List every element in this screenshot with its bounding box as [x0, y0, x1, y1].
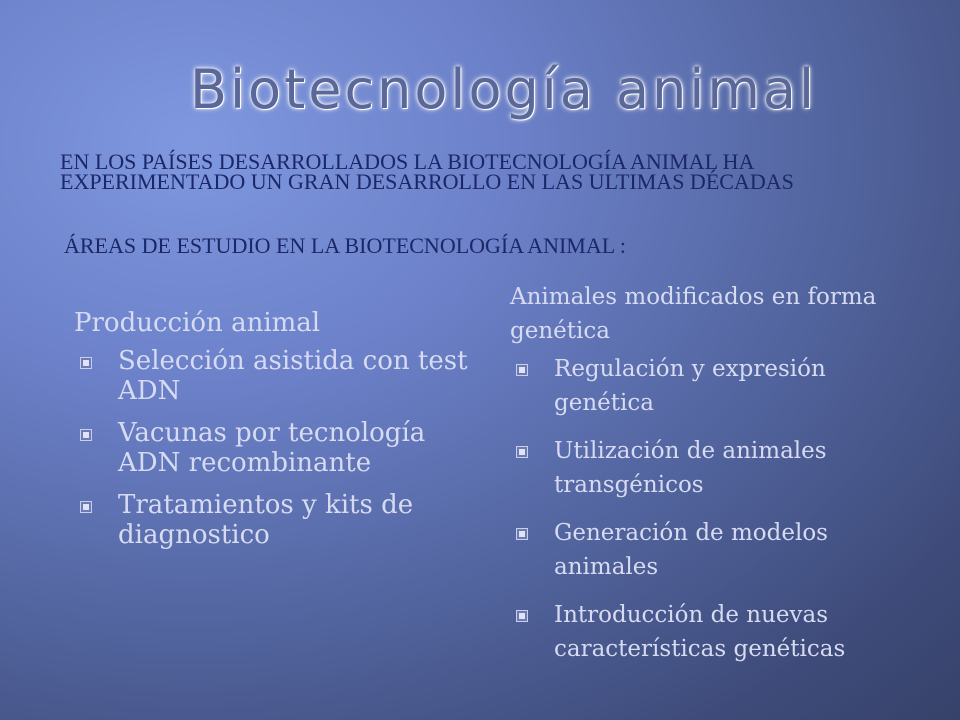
right-bullet-list: [510, 352, 930, 666]
list-item-text: Vacunas por tecnología ADN recombinante: [118, 418, 426, 478]
slide-title: Biotecnología animal: [190, 58, 818, 121]
list-item-text: Tratamientos y kits de diagnostico: [118, 490, 414, 550]
intro-text: EN LOS PAÍSES DESARROLLADOS LA BIOTECNOLOGÍA ANIMAL HA EXPERIMENTADO UN GRAN DESARROLLO EN LAS ULTIMAS DÉCADAS: [60, 149, 794, 194]
list-item: [510, 352, 930, 420]
square-bullet-icon: [516, 364, 528, 376]
left-bullet-list: [74, 346, 474, 550]
left-column: [74, 306, 474, 562]
list-item: [74, 418, 474, 478]
right-column-heading: Animales modificados en forma genética: [510, 284, 877, 344]
list-item-text: Selección asistida con test ADN: [118, 346, 468, 406]
list-item: [510, 434, 930, 502]
list-item: [510, 598, 930, 666]
square-bullet-icon: [516, 610, 528, 622]
list-item-text: Utilización de animales transgénicos: [554, 438, 827, 498]
square-bullet-icon: [80, 357, 92, 369]
square-bullet-icon: [80, 501, 92, 513]
list-item: [74, 346, 474, 406]
list-item: [74, 490, 474, 550]
right-column: [510, 280, 930, 680]
square-bullet-icon: [516, 446, 528, 458]
square-bullet-icon: [80, 429, 92, 441]
list-item: [510, 516, 930, 584]
square-bullet-icon: [516, 528, 528, 540]
left-column-heading: Producción animal: [74, 308, 321, 338]
areas-subheading: ÁREAS DE ESTUDIO EN LA BIOTECNOLOGÍA ANIMAL :: [64, 233, 626, 258]
list-item-text: Introducción de nuevas características genéticas: [554, 602, 846, 662]
list-item-text: Regulación y expresión genética: [554, 356, 826, 416]
list-item-text: Generación de modelos animales: [554, 520, 828, 580]
